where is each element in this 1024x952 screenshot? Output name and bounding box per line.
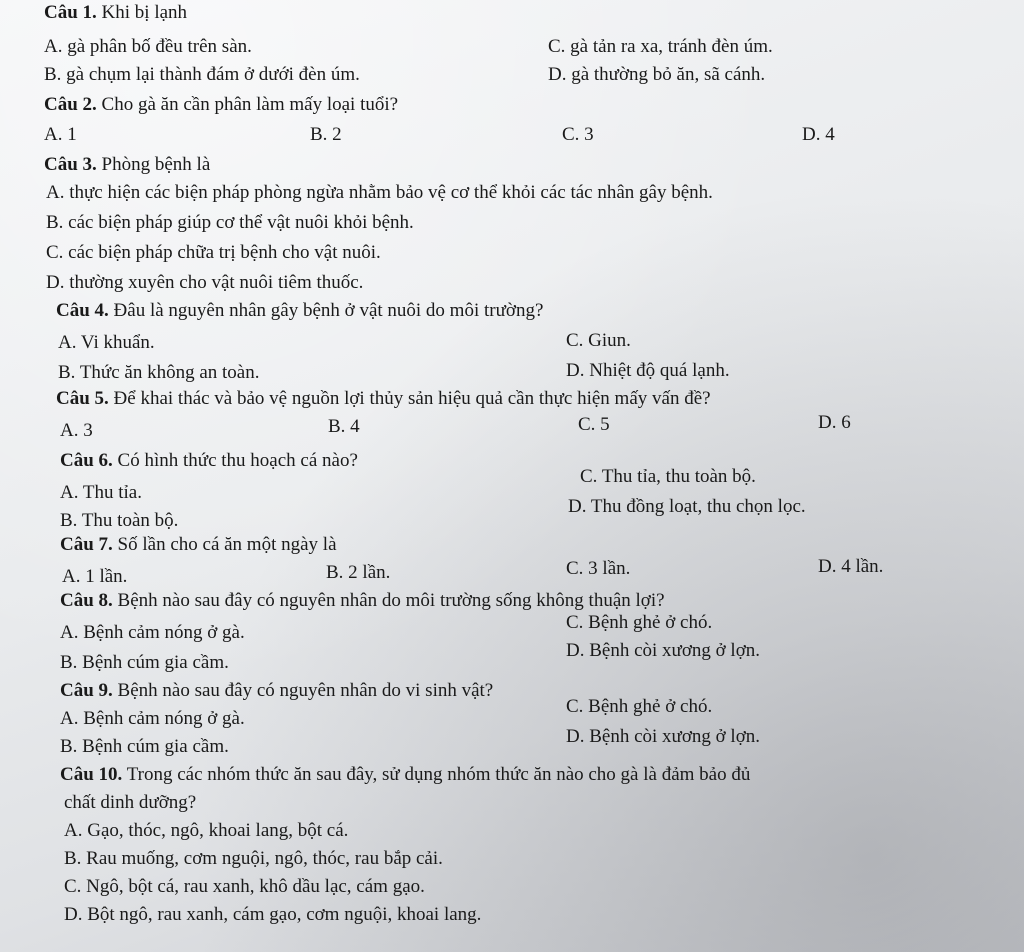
question-text: Bệnh nào sau đây có nguyên nhân do vi sinh vật?	[117, 680, 494, 701]
option-c: C. 3	[562, 124, 594, 145]
question-label: Câu 9.	[60, 680, 113, 701]
question-text: Cho gà ăn cần phân làm mấy loại tuổi?	[101, 94, 399, 115]
option-d: D. thường xuyên cho vật nuôi tiêm thuốc.	[46, 272, 364, 293]
option-c: C. Bệnh ghẻ ở chó.	[566, 696, 713, 717]
option-b: B. Bệnh cúm gia cầm.	[60, 652, 229, 673]
question-4	[56, 300, 543, 322]
question-1	[44, 2, 187, 24]
option-d: D. Bột ngô, rau xanh, cám gạo, cơm nguội, khoai lang.	[64, 904, 482, 925]
option-b: B. Rau muống, cơm nguội, ngô, thóc, rau bắp cải.	[64, 848, 443, 869]
option-d: D. 4	[802, 124, 835, 145]
question-label: Câu 2.	[44, 94, 97, 115]
option-a: A. Vi khuẩn.	[58, 332, 155, 353]
option-b: B. gà chụm lại thành đám ở dưới đèn úm.	[44, 64, 360, 85]
option-a: A. 1	[44, 124, 77, 145]
question-10	[60, 764, 750, 786]
option-d: D. Bệnh còi xương ở lợn.	[566, 726, 761, 747]
option-a: A. gà phân bố đều trên sàn.	[44, 36, 252, 57]
question-label: Câu 10.	[60, 764, 123, 785]
question-text: Trong các nhóm thức ăn sau đây, sử dụng nhóm thức ăn nào cho gà là đảm bảo đủ	[126, 764, 751, 785]
option-b: B. Thu toàn bộ.	[60, 510, 179, 531]
option-c: C. gà tản ra xa, tránh đèn úm.	[548, 36, 773, 57]
option-d: D. Nhiệt độ quá lạnh.	[566, 360, 730, 381]
question-text: Có hình thức thu hoạch cá nào?	[117, 450, 358, 471]
option-b: B. Thức ăn không an toàn.	[58, 362, 260, 383]
option-c: C. 3 lần.	[566, 558, 631, 579]
option-a: A. Bệnh cảm nóng ở gà.	[60, 708, 245, 729]
option-d: D. Bệnh còi xương ở lợn.	[566, 640, 761, 661]
question-9	[60, 680, 493, 702]
option-c: C. các biện pháp chữa trị bệnh cho vật nuôi.	[46, 242, 381, 263]
question-7	[60, 534, 337, 556]
option-c: C. Bệnh ghẻ ở chó.	[566, 612, 713, 633]
option-b: B. 2 lần.	[326, 562, 391, 583]
option-d: D. 6	[818, 412, 851, 433]
option-d: D. gà thường bỏ ăn, sã cánh.	[548, 64, 766, 85]
option-a: A. Gạo, thóc, ngô, khoai lang, bột cá.	[64, 820, 349, 841]
option-b: B. 2	[310, 124, 342, 145]
question-text: Để khai thác và bảo vệ nguồn lợi thủy sản hiệu quả cần thực hiện mấy vấn đề?	[113, 388, 711, 409]
option-d: D. Thu đồng loạt, thu chọn lọc.	[568, 496, 806, 517]
question-5	[56, 388, 711, 410]
question-text: Số lần cho cá ăn một ngày là	[117, 534, 337, 555]
option-c: C. Ngô, bột cá, rau xanh, khô dầu lạc, cám gạo.	[64, 876, 425, 897]
question-label: Câu 4.	[56, 300, 109, 321]
question-label: Câu 7.	[60, 534, 113, 555]
option-c: C. 5	[578, 414, 610, 435]
question-text: Phòng bệnh là	[101, 154, 211, 175]
option-c: C. Thu tỉa, thu toàn bộ.	[580, 466, 756, 487]
option-b: B. Bệnh cúm gia cầm.	[60, 736, 229, 757]
option-b: B. các biện pháp giúp cơ thể vật nuôi khỏi bệnh.	[46, 212, 414, 233]
question-label: Câu 8.	[60, 590, 113, 611]
option-a: A. thực hiện các biện pháp phòng ngừa nhằm bảo vệ cơ thể khỏi các tác nhân gây bệnh.	[46, 182, 713, 203]
question-8	[60, 590, 665, 612]
option-b: B. 4	[328, 416, 360, 437]
option-c: C. Giun.	[566, 330, 631, 351]
option-a: A. Bệnh cảm nóng ở gà.	[60, 622, 245, 643]
question-text: Đâu là nguyên nhân gây bệnh ở vật nuôi do môi trường?	[113, 300, 544, 321]
question-label: Câu 1.	[44, 2, 97, 23]
option-a: A. 1 lần.	[62, 566, 128, 587]
question-label: Câu 5.	[56, 388, 109, 409]
question-2	[44, 94, 398, 116]
option-d: D. 4 lần.	[818, 556, 884, 577]
question-label: Câu 3.	[44, 154, 97, 175]
question-text: Khi bị lạnh	[101, 2, 188, 23]
question-label: Câu 6.	[60, 450, 113, 471]
option-a: A. 3	[60, 420, 93, 441]
question-text: Bệnh nào sau đây có nguyên nhân do môi trường sống không thuận lợi?	[117, 590, 665, 611]
question-3	[44, 154, 210, 176]
option-a: A. Thu tỉa.	[60, 482, 142, 503]
question-text-continued: chất dinh dưỡng?	[64, 792, 197, 813]
question-6	[60, 450, 358, 472]
